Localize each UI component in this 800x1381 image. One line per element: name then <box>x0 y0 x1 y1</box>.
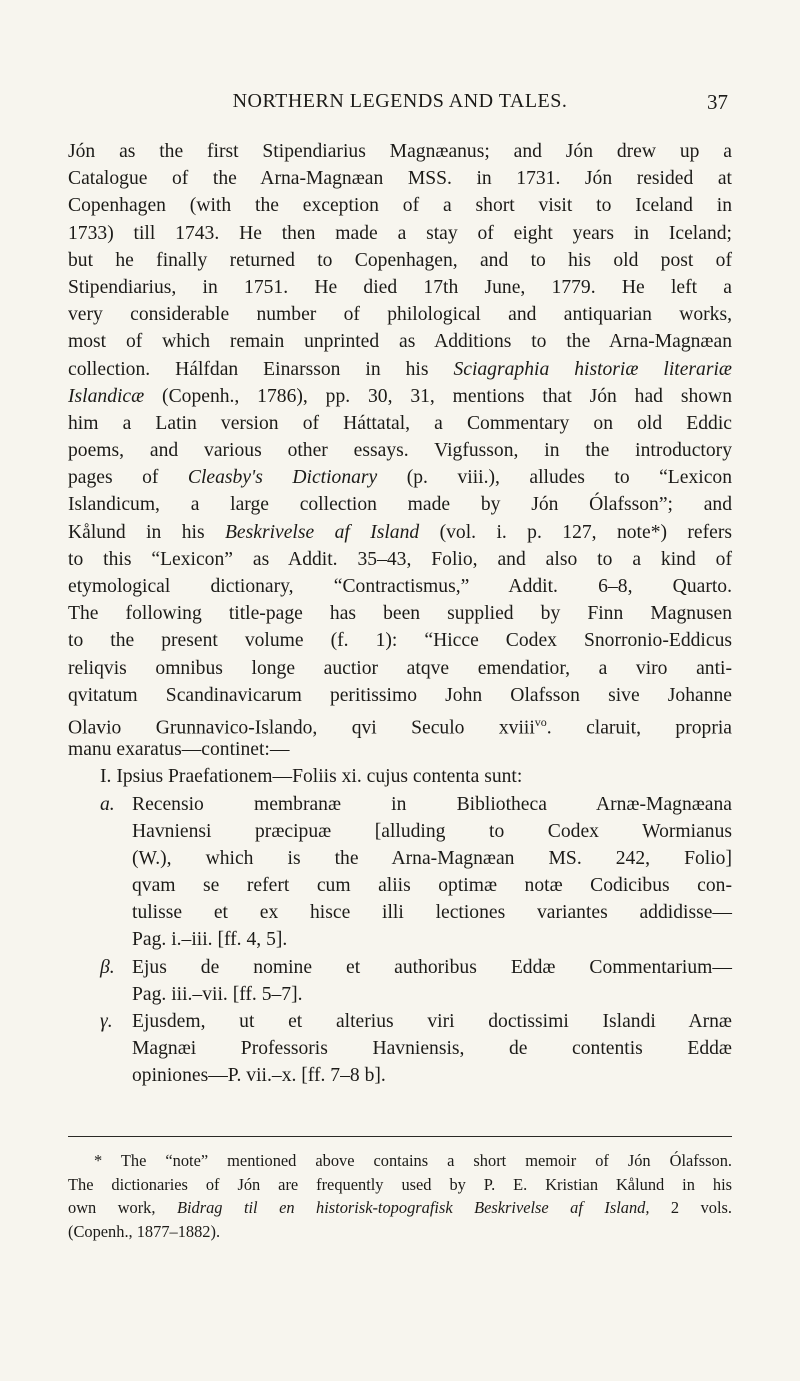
text-line: etymological dictionary, “Contractismus,” Addit. 6–8, Quarto. <box>68 576 732 597</box>
text-line: qvitatum Scandinavicarum peritissimo John Olafsson sive Johanne <box>68 684 732 706</box>
text-line <box>68 383 732 410</box>
footnote <box>68 1149 732 1243</box>
text-run: collection. Hálfdan Einarsson in his <box>68 358 454 380</box>
text-run: Olavio Grunnavico-Islando, qvi Seculo xviii <box>68 717 535 739</box>
footnote-divider <box>68 1136 732 1137</box>
running-title: NORTHERN LEGENDS AND TALES. <box>232 90 568 112</box>
text-run: Recensio membranæ in Bibliotheca Arnæ-Magnæana <box>132 793 732 815</box>
text-run: Ejusdem, ut et alterius viri doctissimi Islandi Arnæ <box>132 1011 732 1032</box>
text-line <box>68 356 732 383</box>
text-line: but he finally returned to Copenhagen, and to his old post of <box>68 249 732 271</box>
text-run: 2 vols. <box>649 1198 732 1218</box>
text-line: to this “Lexicon” as Addit. 35–43, Folio, and also to a kind of <box>68 548 732 570</box>
text-line: qvam se refert cum aliis optimæ notæ Codicibus con- <box>132 875 732 897</box>
list-item-beta <box>68 954 732 981</box>
text-line <box>68 464 732 491</box>
page-number: 37 <box>707 90 728 114</box>
text-run: Ejus de nomine et authoribus Eddæ Commentarium— <box>132 956 732 978</box>
list-label: β. <box>100 956 115 978</box>
text-line: 1733) till 1743. He then made a stay of eight years in Iceland; <box>68 222 732 244</box>
text-line: manu exaratus—continet:— <box>68 739 290 761</box>
text-line: Magnæi Professoris Havniensis, de contentis Eddæ <box>132 1038 732 1060</box>
list-item-gamma <box>68 1008 732 1035</box>
text-line: him a Latin version of Háttatal, a Commentary on old Eddic <box>68 412 732 434</box>
book-title-italic: Beskrivelse af Island <box>224 521 420 543</box>
footnote-line: The dictionaries of Jón are frequently used by P. E. Kristian Kålund in his <box>68 1174 732 1194</box>
book-title-italic: Bidrag til en historisk-topografisk Beskrivelse af Island, <box>176 1198 650 1218</box>
text-line: The following title-page has been supplied by Finn Magnusen <box>68 603 732 625</box>
footnote-line: * The “note” mentioned above contains a short memoir of Jón Ólafsson. <box>94 1151 732 1170</box>
text-line: reliqvis omnibus longe auctior atqve emendatior, a viro anti- <box>68 657 732 679</box>
text-line: Pag. iii.–vii. [ff. 5–7]. <box>132 983 303 1005</box>
page-header <box>68 90 732 120</box>
text-line: Jón as the first Stipendiarius Magnæanus; and Jón drew up a <box>68 141 732 162</box>
list-label: γ. <box>100 1011 113 1032</box>
list-item-alpha <box>68 791 732 818</box>
text-line: Pag. i.–iii. [ff. 4, 5]. <box>132 929 288 951</box>
text-line: to the present volume (f. 1): “Hicce Codex Snorronio-Eddicus <box>68 630 732 652</box>
text-run: Kålund in his <box>68 521 225 543</box>
list-item-roman: I. Ipsius Praefationem—Foliis xi. cujus contenta sunt: <box>100 766 523 788</box>
text-line: tulisse et ex hisce illi lectiones variantes addidisse— <box>132 902 732 924</box>
text-line: Stipendiarius, in 1751. He died 17th June, 1779. He left a <box>68 276 732 298</box>
text-run: (Copenh., 1786), pp. 30, 31, mentions that Jón had shown <box>144 385 732 407</box>
text-line: Copenhagen (with the exception of a short visit to Iceland in <box>68 195 732 217</box>
main-text <box>68 138 732 1090</box>
book-title-italic: Cleasby's Dictionary <box>187 467 378 489</box>
text-line <box>68 519 732 546</box>
text-run: own work, <box>68 1198 177 1218</box>
text-line: opiniones—P. vii.–x. [ff. 7–8 b]. <box>132 1065 386 1087</box>
footnote-line: (Copenh., 1877–1882). <box>68 1221 221 1241</box>
text-run: (vol. i. p. 127, note*) refers <box>419 521 732 543</box>
book-title-italic: Islandicæ <box>68 385 145 407</box>
text-run: . claruit, propria <box>546 717 732 739</box>
text-line: Islandicum, a large collection made by Jón Ólafsson”; and <box>68 494 732 516</box>
list-label: a. <box>100 793 115 815</box>
text-run: (p. viii.), alludes to “Lexicon <box>377 467 733 489</box>
text-line: very considerable number of philological and antiquarian works, <box>68 304 732 326</box>
text-line: most of which remain unprinted as Additions to the Arna-Magnæan <box>68 331 732 353</box>
text-line: (W.), which is the Arna-Magnæan MS. 242, Folio] <box>132 847 732 869</box>
book-title-italic: Sciagraphia historiæ literariæ <box>453 358 732 380</box>
text-run: pages of <box>68 467 188 489</box>
text-line <box>68 709 732 739</box>
superscript: vo <box>534 714 547 729</box>
text-line: poems, and various other essays. Vigfusson, in the introductory <box>68 440 732 462</box>
text-line: Havniensi præcipuæ [alluding to Codex Wormianus <box>132 820 732 842</box>
text-line: Catalogue of the Arna-Magnæan MSS. in 1731. Jón resided at <box>68 168 732 190</box>
footnote-line <box>68 1196 732 1220</box>
